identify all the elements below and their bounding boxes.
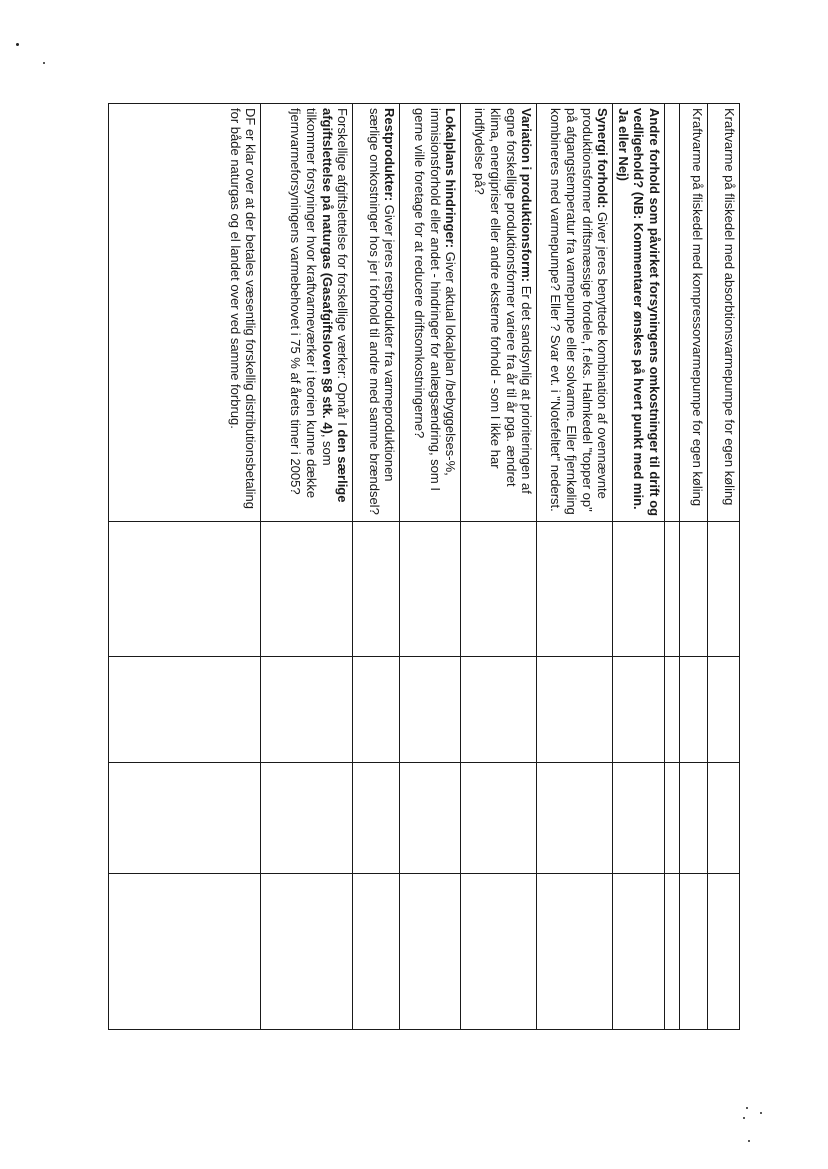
table-row <box>461 104 537 1030</box>
answer-cell[interactable] <box>680 522 708 657</box>
answer-cell[interactable] <box>708 657 740 763</box>
row-label-other-conditions: Andre forhold som påvirket forsyningens omkostninger til drift og vedligehold? (NB: Kommentarer ønskes på hvert punkt med min. Ja eller Nej) <box>613 104 665 522</box>
answer-cell[interactable] <box>613 522 665 657</box>
residual-text: Giver jeres restprodukter fra varmeproduktionen særlige omkostninger hos jer i forhold til andre med samme brændsel? <box>366 108 398 515</box>
answer-cell[interactable] <box>109 763 261 874</box>
answer-cell[interactable] <box>461 763 537 874</box>
variation-heading: Variation i produktionsform: <box>519 108 535 283</box>
answer-cell[interactable] <box>461 874 537 1030</box>
row-label-variation <box>461 104 537 522</box>
table-row <box>680 104 708 1030</box>
scan-speck <box>748 1140 750 1142</box>
row-label-tax <box>261 104 353 522</box>
answer-cell[interactable] <box>461 522 537 657</box>
answer-cell[interactable] <box>261 522 353 657</box>
answer-cell[interactable] <box>261 657 353 763</box>
answer-cell[interactable] <box>537 763 613 874</box>
answer-cell[interactable] <box>613 763 665 874</box>
table-row <box>109 104 261 1030</box>
row-label-absorption: Kraftvarme på fliskedel med absorbtionsvarmepumpe for egen køling <box>708 104 740 522</box>
answer-cell[interactable] <box>537 874 613 1030</box>
table-row <box>613 104 665 1030</box>
answer-cell[interactable] <box>353 657 400 763</box>
local-plan-text: Giver aktual lokalplan /bebyggelses-%, immisionsforhold eller andet - hindringer for anlægsændring, som I gerne ville foretage for at reducere driftsomkostningerne? <box>412 108 459 491</box>
answer-cell[interactable] <box>461 657 537 763</box>
table-row <box>353 104 400 1030</box>
row-label-synergy <box>537 104 613 522</box>
answer-cell[interactable] <box>680 657 708 763</box>
answer-cell[interactable] <box>613 657 665 763</box>
answer-cell[interactable] <box>708 874 740 1030</box>
answer-cell[interactable] <box>353 522 400 657</box>
variation-text: Er det sandsynlig at prioriteringen af egne forskellige produktionsformer variere fra år til år pga. ændret klima, energipriser eller andre eksterne forhold - som I ikke har indflydelse på? <box>472 108 535 494</box>
row-label-compressor: Kraftvarme på fliskedel med kompressorvarmepumpe for egen køling <box>680 104 708 522</box>
answer-cell[interactable] <box>109 874 261 1030</box>
scan-speck <box>16 43 19 46</box>
answer-cell[interactable] <box>537 657 613 763</box>
residual-heading: Restprodukter: <box>382 108 398 202</box>
survey-table <box>108 103 740 1030</box>
table-row <box>708 104 740 1030</box>
answer-cell[interactable] <box>680 763 708 874</box>
local-plan-heading: Lokalplans hindringer: <box>443 108 459 249</box>
scan-speck <box>760 1112 762 1114</box>
tax-text-1: Forskellige afgiftslettelse for forskellige værker: Opnår I <box>335 108 351 430</box>
synergy-heading: Synergi forhold: <box>595 108 611 209</box>
row-label-df: DF er klar over at der betales væsentlig forskellig distributionsbetaling for både naturgas og el landet over ved samme forbrug. <box>109 104 261 522</box>
answer-cell[interactable] <box>400 874 461 1030</box>
table-row <box>400 104 461 1030</box>
scan-speck <box>43 62 45 64</box>
scan-speck <box>746 1107 748 1109</box>
row-label-residual <box>353 104 400 522</box>
scan-speck <box>743 1117 745 1119</box>
tax-text-2: , som tilkommer forsyninger hvor kraftvarmeværker i teorien kunne dække fjernvarmeforsyningens varmebehovet i 75 % af årets timer i 2005? <box>288 108 335 499</box>
answer-cell[interactable] <box>353 874 400 1030</box>
answer-cell[interactable] <box>537 522 613 657</box>
answer-cell[interactable] <box>680 874 708 1030</box>
answer-cell[interactable] <box>109 657 261 763</box>
answer-cell[interactable] <box>109 522 261 657</box>
answer-cell[interactable] <box>261 874 353 1030</box>
tax-bold: den særlige afgiftslettelse på naturgas (Gasafgiftsloven §8 stk. 4) <box>319 108 351 503</box>
row-label-local-plan <box>400 104 461 522</box>
answer-cell[interactable] <box>708 522 740 657</box>
answer-cell[interactable] <box>400 763 461 874</box>
answer-cell[interactable] <box>400 522 461 657</box>
table-row <box>261 104 353 1030</box>
rotated-table-wrapper <box>108 103 740 1029</box>
answer-cell[interactable] <box>353 763 400 874</box>
answer-cell[interactable] <box>708 763 740 874</box>
answer-cell[interactable] <box>261 763 353 874</box>
answer-cell[interactable] <box>613 874 665 1030</box>
answer-cell[interactable] <box>400 657 461 763</box>
separator-row <box>665 104 680 1030</box>
table-row <box>537 104 613 1030</box>
synergy-text: Giver jeres benyttede kombination af ovennævnte produktionsformer driftsmæssige fordele, f.eks. Halmkedel "topper op" på afgangstemperatur fra varmepumpe eller solvarme. Eller fjernkøling kombineres med varmepumpe? Eller ? Svar evt. i "Notefeltet" nederst. <box>548 108 611 515</box>
